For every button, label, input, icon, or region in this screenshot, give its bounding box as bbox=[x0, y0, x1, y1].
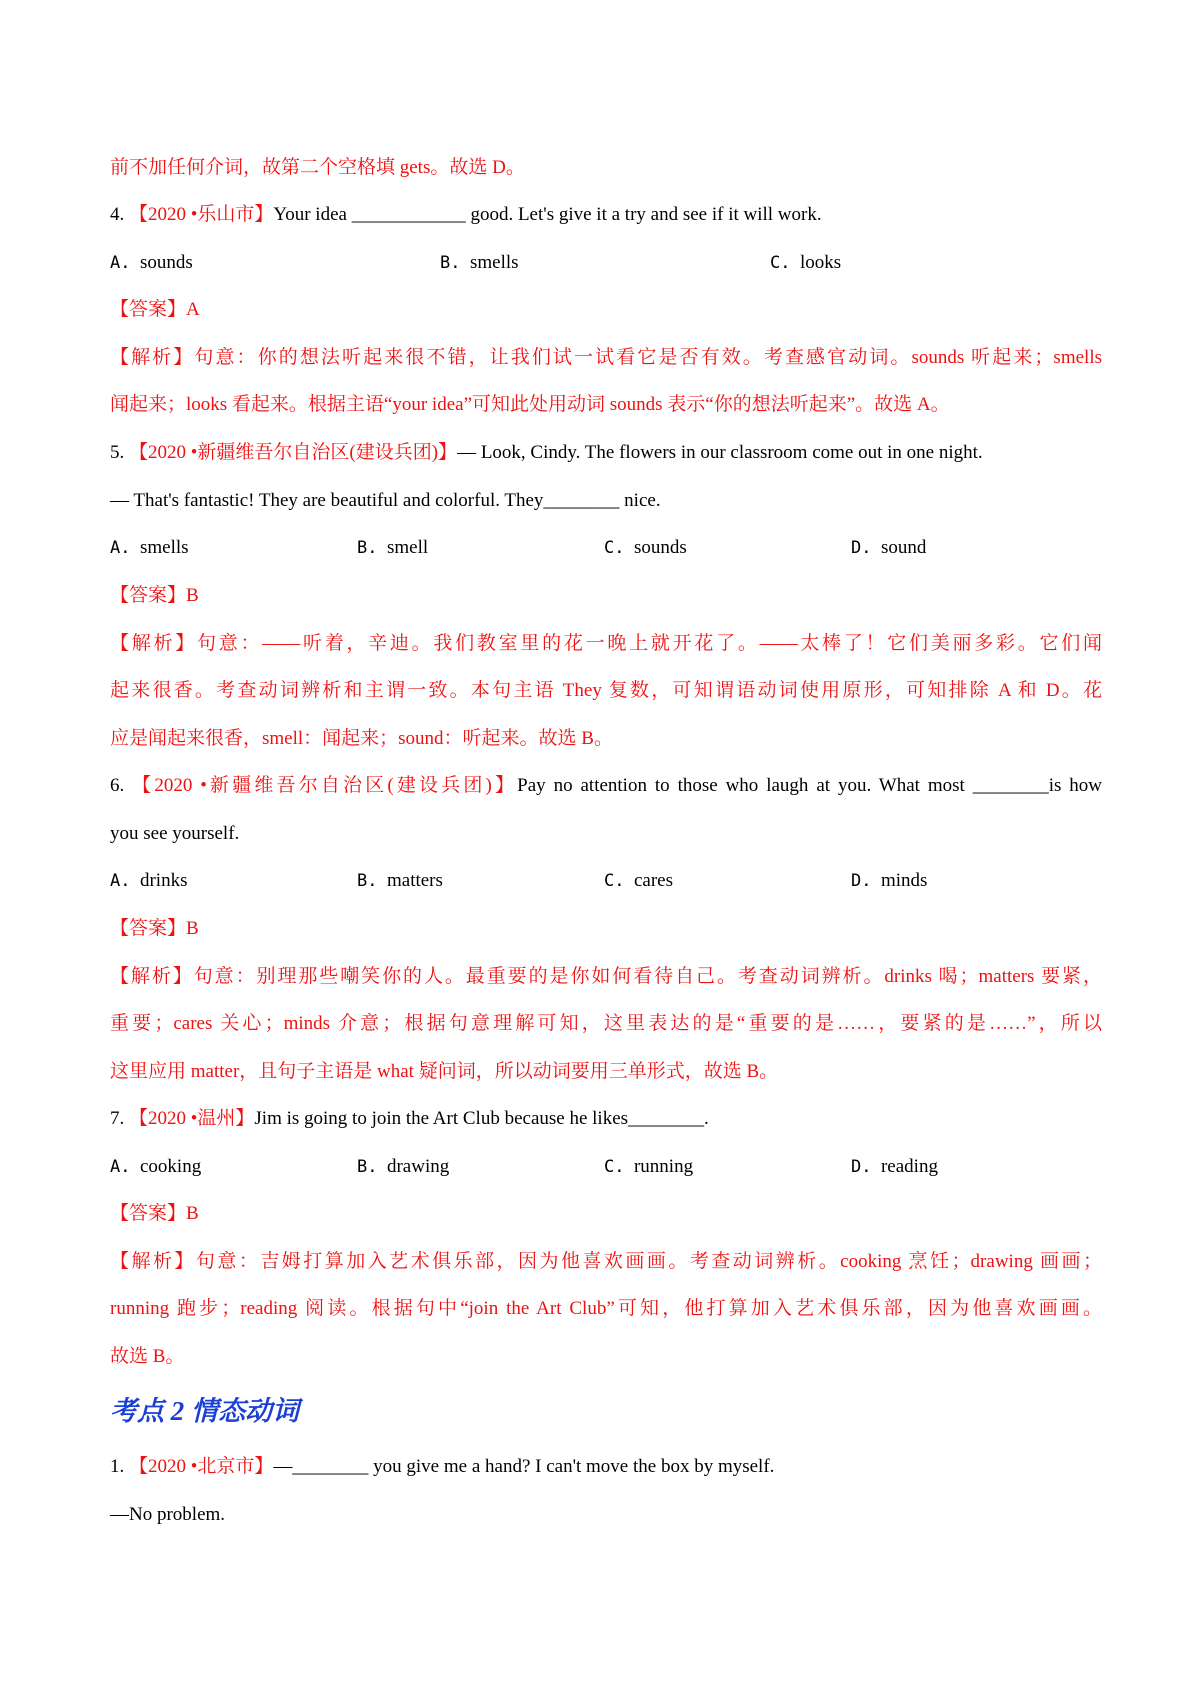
question-stem: — Look, Cindy. The flowers in our classroom come out in one night. bbox=[457, 442, 983, 463]
option-b: B. matters bbox=[357, 870, 443, 891]
question-source: 【2020 •温州】 bbox=[129, 1108, 255, 1129]
analysis-line: 重要；cares 关心；minds 介意；根据句意理解可知，这里表达的是“重要的是……，要紧的是……”，所以 bbox=[110, 1013, 1102, 1034]
option-a: A. cooking bbox=[110, 1156, 202, 1177]
answer: 【答案】A bbox=[110, 299, 200, 320]
section-2-question-1 bbox=[110, 1455, 1102, 1479]
analysis-line: 【解析】句意：你的想法听起来很不错，让我们试一试看它是否有效。考查感官动词。sounds 听起来；smells bbox=[110, 347, 1102, 368]
analysis-continuation: 前不加任何介词，故第二个空格填 gets。故选 D。 bbox=[110, 157, 525, 178]
question-stem: Your idea ____________ good. Let's give it a try and see if it will work. bbox=[273, 204, 822, 225]
question-number: 6. bbox=[110, 775, 125, 796]
question-source: 【2020 •乐山市】 bbox=[129, 204, 274, 225]
option-d: D. sound bbox=[851, 537, 927, 558]
analysis-line: 这里应用 matter，且句子主语是 what 疑问词，所以动词要用三单形式，故选 B。 bbox=[110, 1061, 779, 1082]
question-stem-line: — That's fantastic! They are beautiful and colorful. They________ nice. bbox=[110, 490, 661, 511]
question-7 bbox=[110, 1107, 1102, 1131]
analysis-line: 故选 B。 bbox=[110, 1346, 185, 1367]
question-stem: —________ you give me a hand? I can't move the box by myself. bbox=[273, 1456, 775, 1477]
question-number: 4. bbox=[110, 204, 125, 225]
question-stem-line: you see yourself. bbox=[110, 823, 240, 844]
section-heading: 考点 2 情态动词 bbox=[110, 1396, 299, 1426]
option-a: A. drinks bbox=[110, 870, 188, 891]
option-d: D. minds bbox=[851, 870, 928, 891]
answer: 【答案】B bbox=[110, 585, 199, 606]
question-4 bbox=[110, 203, 1102, 227]
option-b: B. smells bbox=[440, 252, 519, 273]
question-source: 【2020 •新疆维吾尔自治区(建设兵团)】 bbox=[129, 442, 458, 463]
analysis-line: 起来很香。考查动词辨析和主谓一致。本句主语 They 复数，可知谓语动词使用原形，可知排除 A 和 D。花 bbox=[110, 680, 1102, 701]
option-c: C. running bbox=[604, 1156, 694, 1177]
option-a: A. sounds bbox=[110, 252, 193, 273]
option-c: C. looks bbox=[770, 252, 842, 273]
question-6 bbox=[110, 774, 1102, 798]
analysis-line: 闻起来；looks 看起来。根据主语“your idea”可知此处用动词 sounds 表示“你的想法听起来”。故选 A。 bbox=[110, 394, 950, 415]
option-c: C. cares bbox=[604, 870, 674, 891]
option-b: B. drawing bbox=[357, 1156, 450, 1177]
question-number: 7. bbox=[110, 1108, 125, 1129]
question-number: 5. bbox=[110, 442, 125, 463]
answer: 【答案】B bbox=[110, 918, 199, 939]
question-number: 1. bbox=[110, 1456, 125, 1477]
analysis-line: 应是闻起来很香，smell：闻起来；sound：听起来。故选 B。 bbox=[110, 728, 613, 749]
option-c: C. sounds bbox=[604, 537, 687, 558]
question-stem: Pay no attention to those who laugh at you. What most ________is how bbox=[517, 775, 1103, 796]
question-source: 【2020 •新疆维吾尔自治区(建设兵团)】 bbox=[132, 775, 518, 796]
analysis-line: 【解析】句意：——听着，辛迪。我们教室里的花一晚上就开花了。——太棒了！它们美丽多彩。它们闻 bbox=[110, 633, 1102, 654]
option-b: B. smell bbox=[357, 537, 429, 558]
analysis-line: 【解析】句意：吉姆打算加入艺术俱乐部，因为他喜欢画画。考查动词辨析。cooking 烹饪；drawing 画画； bbox=[110, 1251, 1102, 1272]
question-stem-line: —No problem. bbox=[110, 1504, 226, 1525]
question-5 bbox=[110, 441, 1102, 465]
analysis-line: 【解析】句意：别理那些嘲笑你的人。最重要的是你如何看待自己。考查动词辨析。drinks 喝；matters 要紧， bbox=[110, 966, 1102, 987]
option-d: D. reading bbox=[851, 1156, 938, 1177]
question-stem: Jim is going to join the Art Club because he likes________. bbox=[254, 1108, 709, 1129]
analysis-line: running 跑步；reading 阅读。根据句中“join the Art Club”可知，他打算加入艺术俱乐部，因为他喜欢画画。 bbox=[110, 1298, 1102, 1319]
answer: 【答案】B bbox=[110, 1203, 199, 1224]
question-source: 【2020 •北京市】 bbox=[129, 1456, 274, 1477]
option-a: A. smells bbox=[110, 537, 189, 558]
